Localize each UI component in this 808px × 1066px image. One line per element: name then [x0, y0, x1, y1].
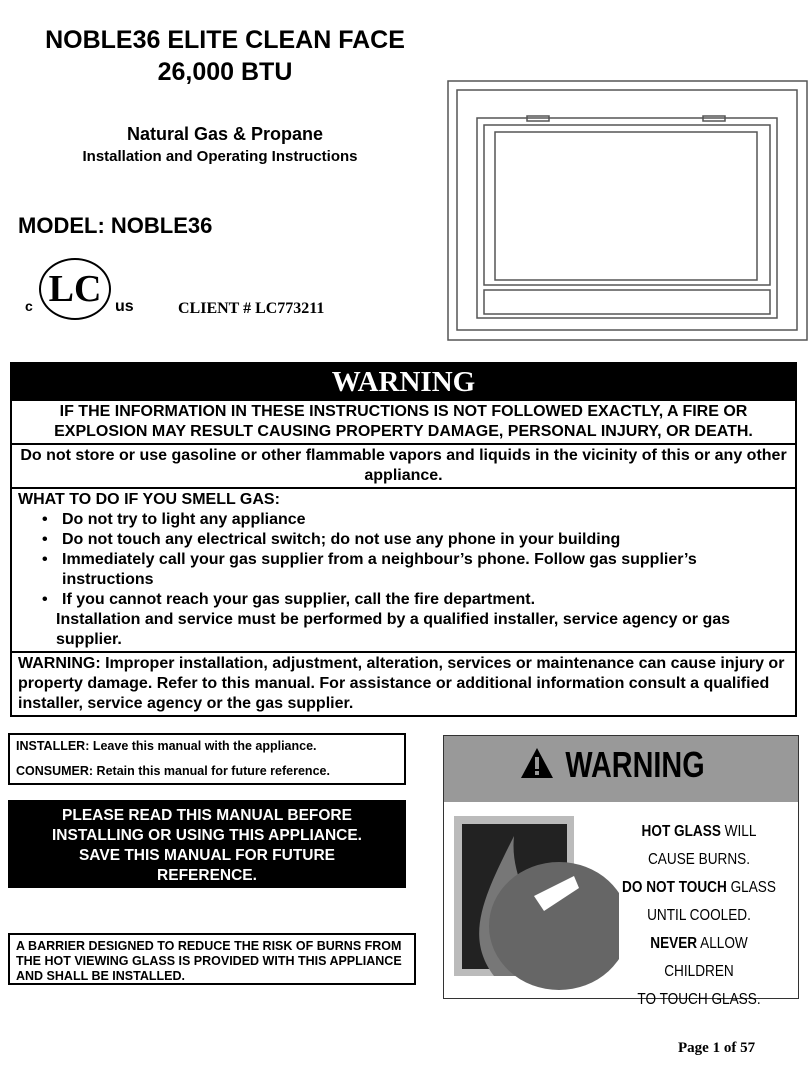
fireplace-illustration	[447, 80, 808, 342]
gas-smell-instructions: WHAT TO DO IF YOU SMELL GAS: • Do not try to light any appliance • Do not touch any electrical switch; do not use any phone in your building • Immediately call your gas supplier from a neighbour’s phone. Follow gas supplier’s instructions • If you cannot reach your gas supplier, call the fire department. Installation and service must be performed by a qualified installer, service agency or gas supplier.	[12, 487, 795, 651]
fire-explosion-warning: IF THE INFORMATION IN THESE INSTRUCTIONS IS NOT FOLLOWED EXACTLY, A FIRE OR EXPLOSION MAY RESULT CAUSING PROPERTY DAMAGE, PERSONAL INJURY, OR DEATH.	[12, 399, 795, 443]
page-number: Page 1 of 57	[678, 1040, 756, 1056]
document-subtitle: Installation and Operating Instructions	[82, 148, 358, 165]
fire-hand-icon	[454, 816, 619, 991]
document-title: NOBLE36 ELITE CLEAN FACE	[45, 26, 405, 54]
lc-certification-logo: c LC us	[20, 258, 145, 320]
list-item: • Do not try to light any appliance	[36, 510, 789, 530]
client-number: CLIENT # LC773211	[178, 300, 325, 317]
model-label: MODEL: NOBLE36	[18, 213, 213, 238]
warning-heading: WARNING	[12, 364, 795, 399]
btu-rating: 26,000 BTU	[157, 58, 293, 86]
hot-glass-warning-label	[443, 735, 799, 1008]
read-manual-notice: PLEASE READ THIS MANUAL BEFORE INSTALLING OR USING THIS APPLIANCE. SAVE THIS MANUAL FOR FUTURE REFERENCE.	[8, 800, 406, 888]
installer-notice: INSTALLER: Leave this manual with the appliance. CONSUMER: Retain this manual for future reference.	[8, 733, 406, 785]
label-text: HOT GLASS WILL CAUSE BURNS. DO NOT TOUCH GLASS UNTIL COOLED. NEVER ALLOW CHILDREN TO TOUCH GLASS.	[622, 823, 776, 1008]
warning-triangle-icon	[520, 747, 554, 784]
list-item: • Do not touch any electrical switch; do not use any phone in your building	[36, 530, 789, 550]
improper-installation-warning: WARNING: Improper installation, adjustment, alteration, services or maintenance can cause injury or property damage. Refer to this manual. For assistance or additional information consult a qualified installer, service agency or the gas supplier.	[12, 651, 795, 715]
flammable-vapors-warning: Do not store or use gasoline or other flammable vapors and liquids in the vicinity of this or any other appliance.	[12, 443, 795, 487]
list-item: • If you cannot reach your gas supplier, call the fire department.	[36, 590, 789, 610]
list-item: • Immediately call your gas supplier from a neighbour’s phone. Follow gas supplier’s instructions	[36, 550, 789, 590]
service-note: Installation and service must be performed by a qualified installer, service agency or gas supplier.	[56, 611, 731, 648]
label-heading: WARNING	[565, 744, 705, 785]
safety-warning-table	[10, 362, 797, 717]
barrier-notice: A BARRIER DESIGNED TO REDUCE THE RISK OF BURNS FROM THE HOT VIEWING GLASS IS PROVIDED WITH THIS APPLIANCE AND SHALL BE INSTALLED.	[8, 933, 416, 985]
fuel-type: Natural Gas & Propane	[126, 124, 324, 144]
